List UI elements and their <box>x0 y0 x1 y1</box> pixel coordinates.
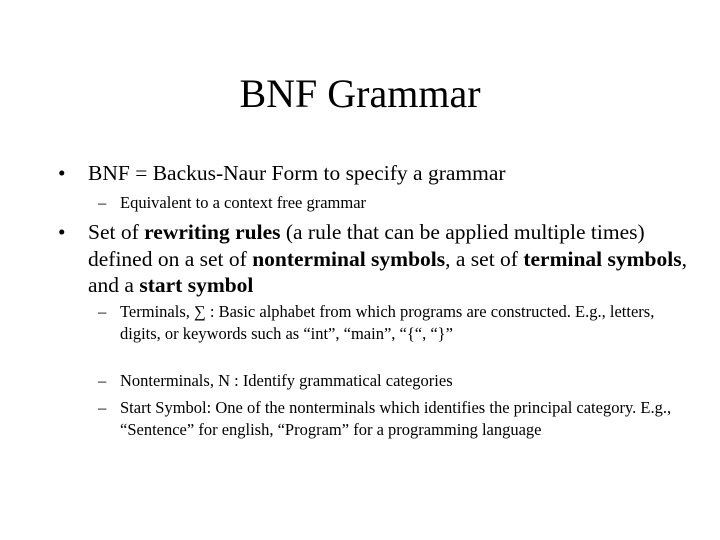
slide-title: BNF Grammar <box>239 71 481 116</box>
sub-bullet-start-symbol <box>98 397 678 440</box>
text-run: , a set of <box>445 246 524 271</box>
sub-bullet-text: Start Symbol: One of the nonterminals which identifies the principal category. E.g., “Sentence” for english, “Program” for a programming language <box>120 398 672 439</box>
bullet-text: BNF = Backus-Naur Form to specify a grammar <box>88 161 506 185</box>
bullet-bnf-definition <box>58 160 698 187</box>
sub-bullet-text: Nonterminals, N : Identify grammatical categories <box>120 371 453 390</box>
sub-bullet-equivalent <box>98 192 678 214</box>
bold-start-symbol: start symbol <box>139 273 254 297</box>
dash-icon: – <box>98 193 107 212</box>
text-run: , and a <box>88 246 687 297</box>
bullet-dot-icon: • <box>58 161 66 185</box>
sub-bullet-text: Equivalent to a context free grammar <box>120 193 367 212</box>
bold-nonterminal-symbols: nonterminal symbols <box>252 246 446 271</box>
dash-icon: – <box>98 398 107 417</box>
bullet-text <box>88 219 698 299</box>
text-run: (a rule that can be applied multiple times) defined on a set of <box>88 220 645 271</box>
sub-bullet-terminals <box>98 301 678 344</box>
bold-rewriting-rules: rewriting rules <box>144 220 281 244</box>
dash-icon: – <box>98 371 107 390</box>
dash-icon: – <box>98 302 107 321</box>
sub-bullet-nonterminals <box>98 370 678 392</box>
bullet-rewriting-rules <box>58 219 698 299</box>
bold-terminal-symbols: terminal symbols <box>523 246 682 271</box>
text-run: Set of <box>88 220 145 244</box>
sub-bullet-text: Terminals, ∑ : Basic alphabet from which programs are constructed. E.g., letters, digits, or keywords such as “int”, “main”, “{“, “}” <box>120 302 655 343</box>
bullet-dot-icon: • <box>58 220 66 244</box>
